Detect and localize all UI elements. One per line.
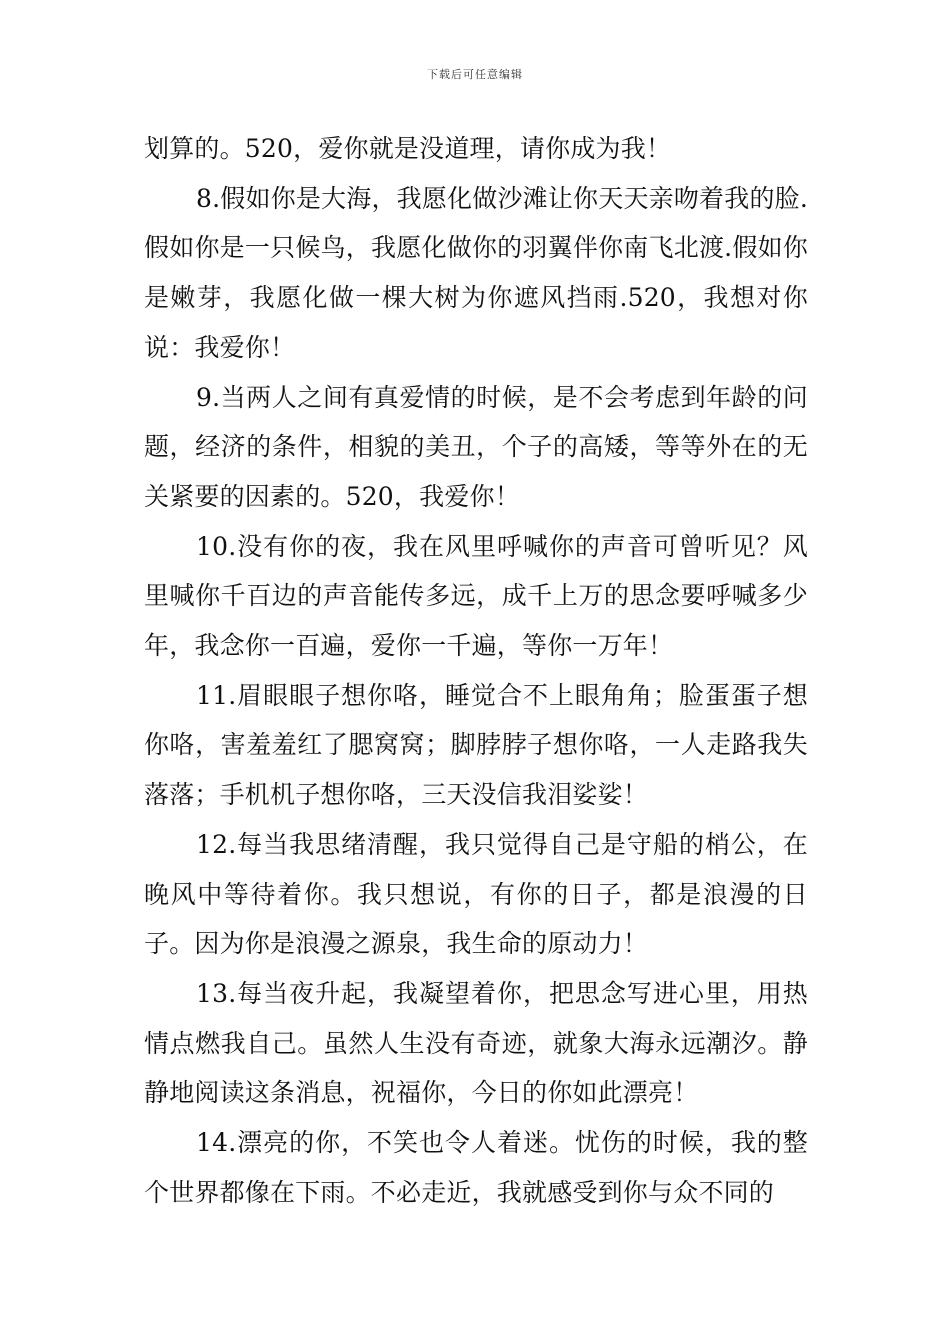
paragraph-item-12: 12.每当我思绪清醒，我只觉得自己是守船的梢公，在晚风中等待着你。我只想说，有你的日子，都是浪漫的日子。因为你是浪漫之源泉，我生命的原动力！ [144, 829, 808, 959]
page-header: 下载后可任意编辑 [427, 68, 523, 81]
document-body [144, 124, 808, 1217]
paragraph-item-13: 13.每当夜升起，我凝望着你，把思念写进心里，用热情点燃我自己。虽然人生没有奇迹，就象大海永远潮汐。静静地阅读这条消息，祝福你，今日的你如此漂亮！ [144, 978, 808, 1108]
paragraph-item-8: 8.假如你是大海，我愿化做沙滩让你天天亲吻着我的脸.假如你是一只候鸟，我愿化做你的羽翼伴你南飞北渡.假如你是嫩芽，我愿化做一棵大树为你遮风挡雨.520，我想对你说：我爱你！ [144, 183, 809, 362]
paragraph-item-10: 10.没有你的夜，我在风里呼喊你的声音可曾听见？风里喊你千百边的声音能传多远，成千上万的思念要呼喊多少年，我念你一百遍，爱你一千遍，等你一万年！ [144, 531, 808, 661]
paragraph-item-9: 9.当两人之间有真爱情的时候，是不会考虑到年龄的问题，经济的条件，相貌的美丑，个子的高矮，等等外在的无关紧要的因素的。520，我爱你！ [144, 382, 808, 511]
paragraph-item-11: 11.眉眼眼子想你咯，睡觉合不上眼角角；脸蛋蛋子想你咯，害羞羞红了腮窝窝；脚脖脖子想你咯，一人走路我失落落；手机机子想你咯，三天没信我泪娑娑！ [144, 680, 808, 810]
paragraph-item-14: 14.漂亮的你，不笑也令人着迷。忧伤的时候，我的整个世界都像在下雨。不必走近，我就感受到你与众不同的 [144, 1128, 808, 1207]
paragraph-continued: 划算的。520，爱你就是没道理，请你成为我！ [144, 134, 672, 163]
